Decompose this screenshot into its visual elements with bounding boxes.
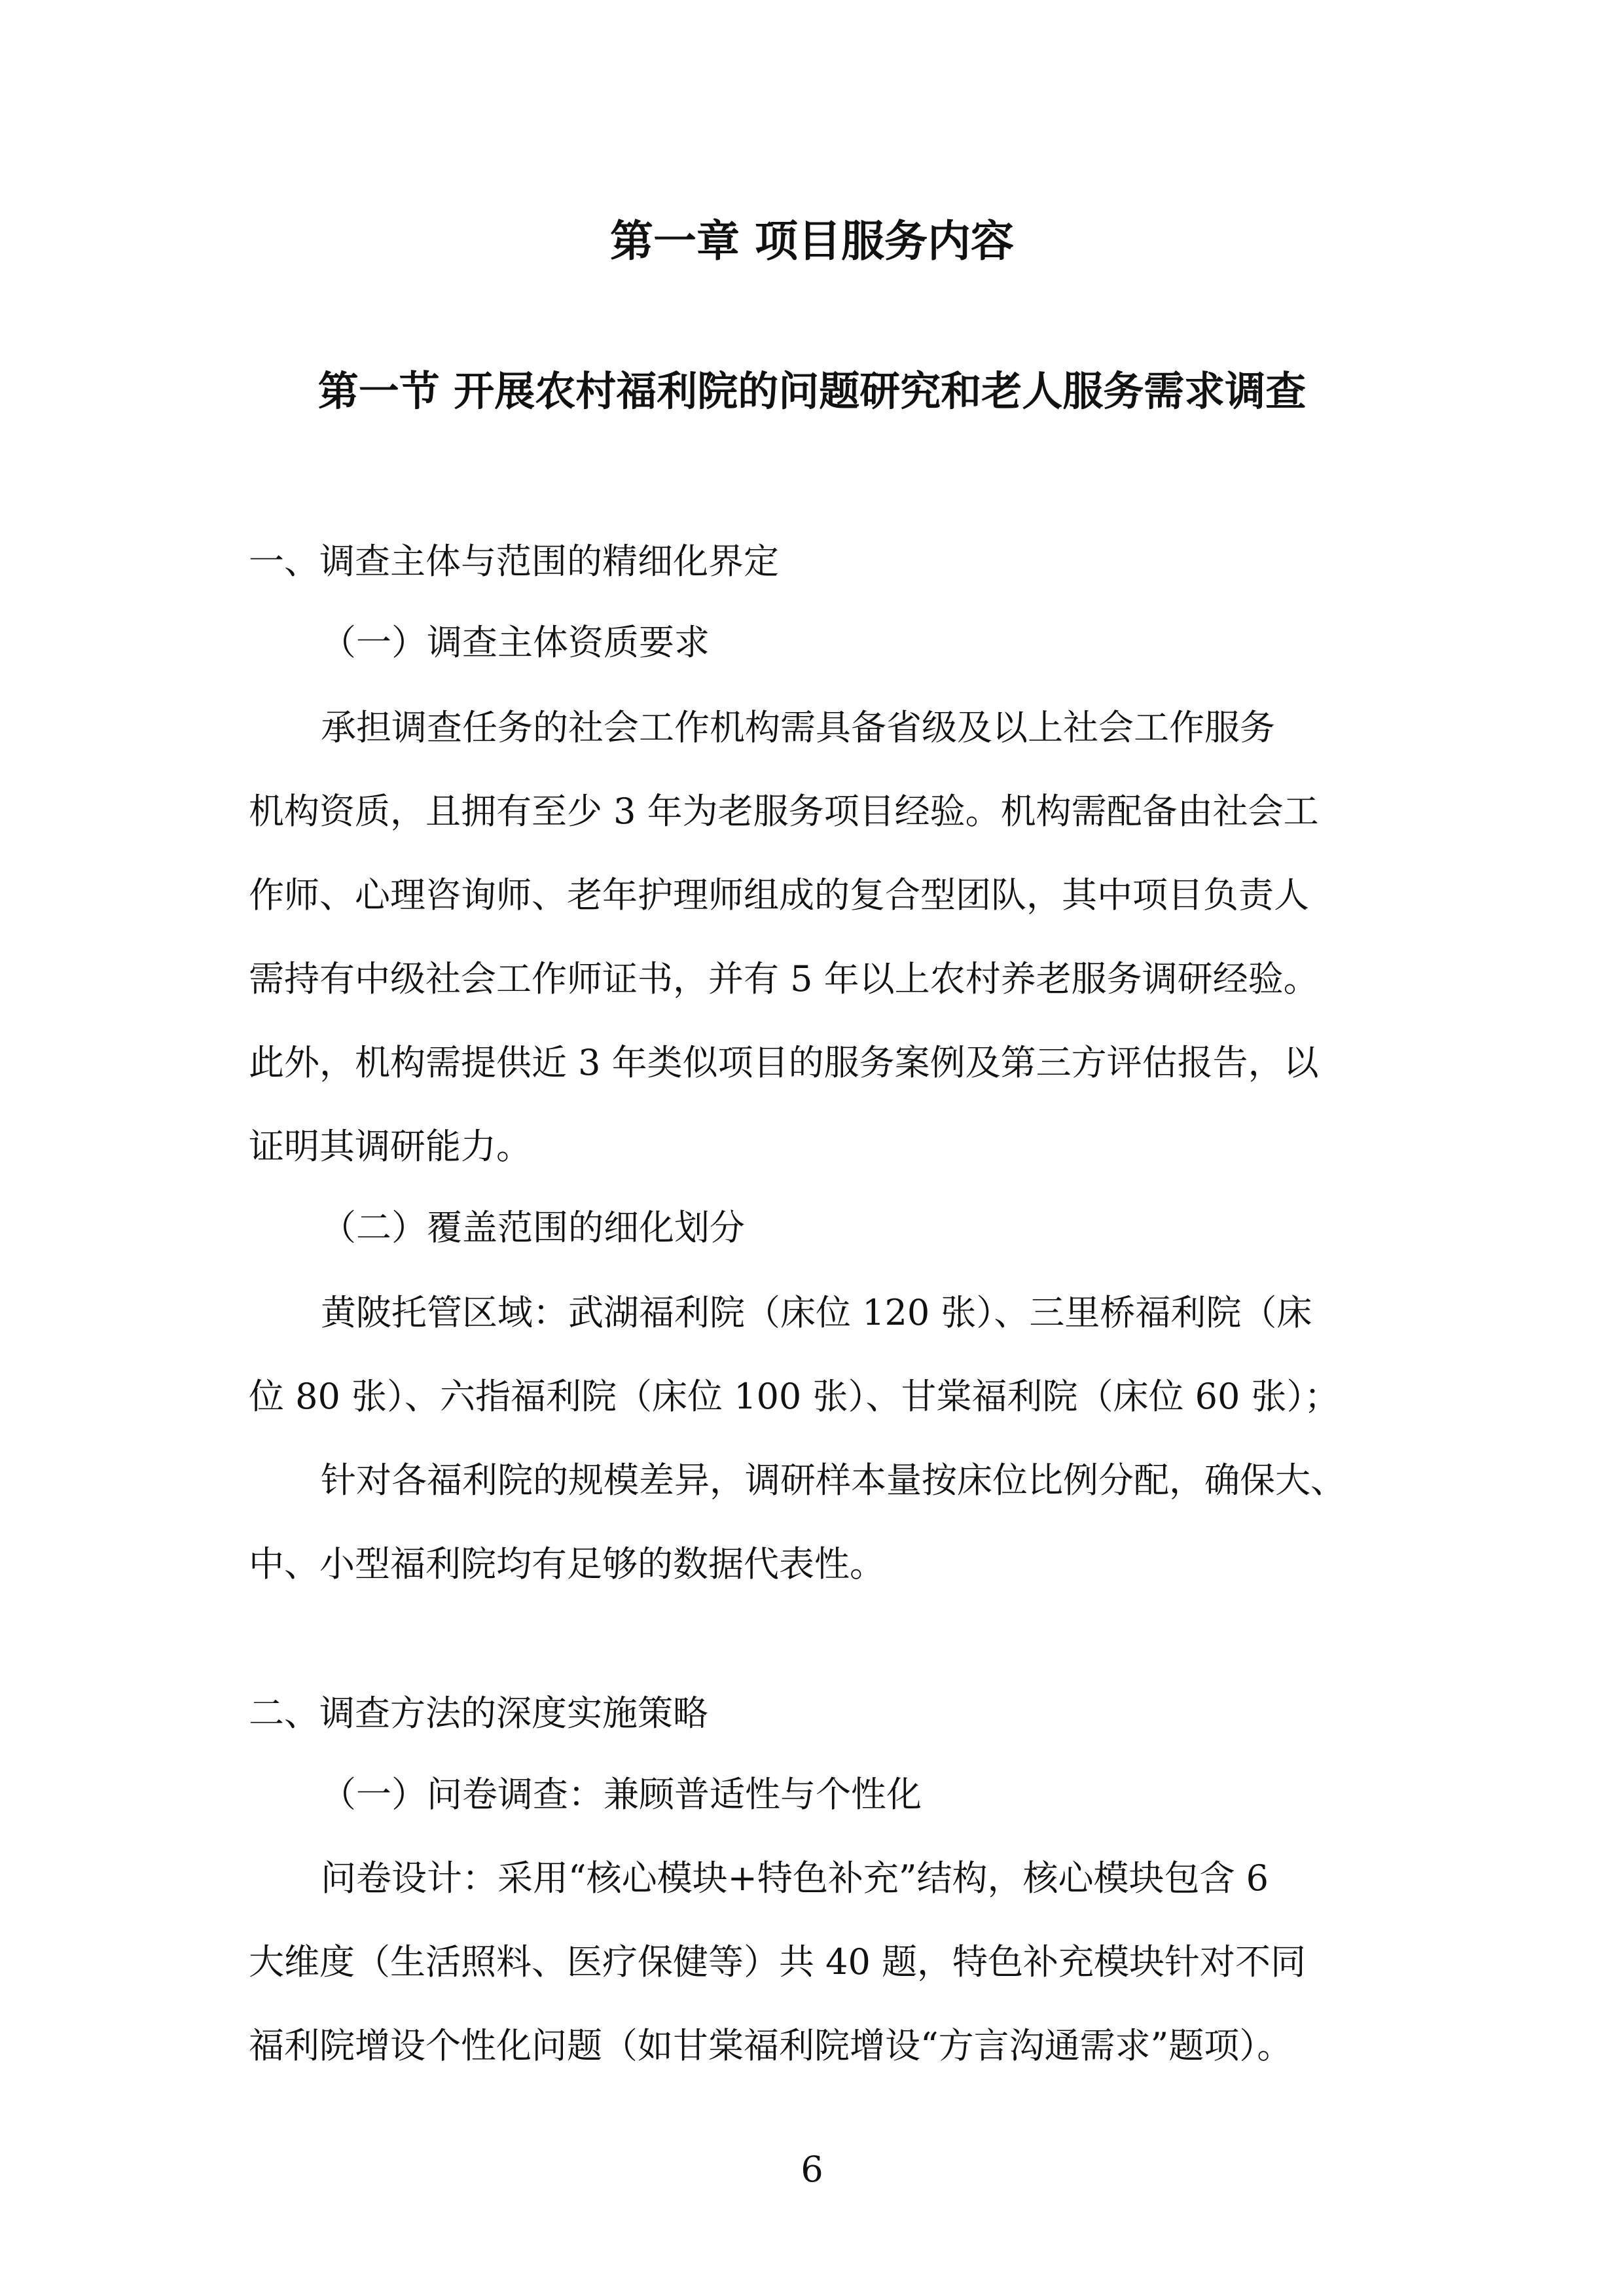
paragraph-line: 福利院增设个性化问题（如甘棠福利院增设“方言沟通需求”题项）。: [249, 2025, 1293, 2066]
part1-heading: 一、调查主体与范围的精细化界定: [249, 541, 779, 582]
paragraph-line: 此外，机构需提供近 3 年类似项目的服务案例及第三方评估报告，以: [249, 1042, 1319, 1083]
paragraph-line: 承担调查任务的社会工作机构需具备省级及以上社会工作服务: [321, 707, 1275, 748]
part2-sub1-heading: （一）问卷调查：兼顾普适性与个性化: [321, 1774, 922, 1815]
chapter-title: 第一章 项目服务内容: [610, 215, 1014, 266]
paragraph-line: 位 80 张）、六指福利院（床位 100 张）、甘棠福利院（床位 60 张）；: [249, 1376, 1340, 1417]
paragraph-line: 问卷设计：采用“核心模块+特色补充”结构，核心模块包含 6: [321, 1857, 1269, 1899]
page-number: 6: [801, 2149, 823, 2190]
part1-sub2-heading: （二）覆盖范围的细化划分: [321, 1207, 745, 1248]
paragraph-line: 黄陂托管区域：武湖福利院（床位 120 张）、三里桥福利院（床: [321, 1292, 1312, 1333]
paragraph-line: 针对各福利院的规模差异，调研样本量按床位比例分配，确保大、: [321, 1460, 1346, 1501]
paragraph-line: 中、小型福利院均有足够的数据代表性。: [249, 1543, 885, 1585]
part2-heading: 二、调查方法的深度实施策略: [249, 1693, 708, 1734]
section-title: 第一节 开展农村福利院的问题研究和老人服务需求调查: [317, 367, 1307, 415]
paragraph-line: 大维度（生活照料、医疗保健等）共 40 题，特色补充模块针对不同: [249, 1941, 1307, 1982]
paragraph-line: 机构资质，且拥有至少 3 年为老服务项目经验。机构需配备由社会工: [249, 791, 1319, 832]
part1-sub1-heading: （一）调查主体资质要求: [321, 622, 710, 663]
paragraph-line: 需持有中级社会工作师证书，并有 5 年以上农村养老服务调研经验。: [249, 958, 1319, 999]
paragraph-line: 作师、心理咨询师、老年护理师组成的复合型团队，其中项目负责人: [249, 874, 1309, 916]
paragraph-line: 证明其调研能力。: [249, 1126, 532, 1167]
